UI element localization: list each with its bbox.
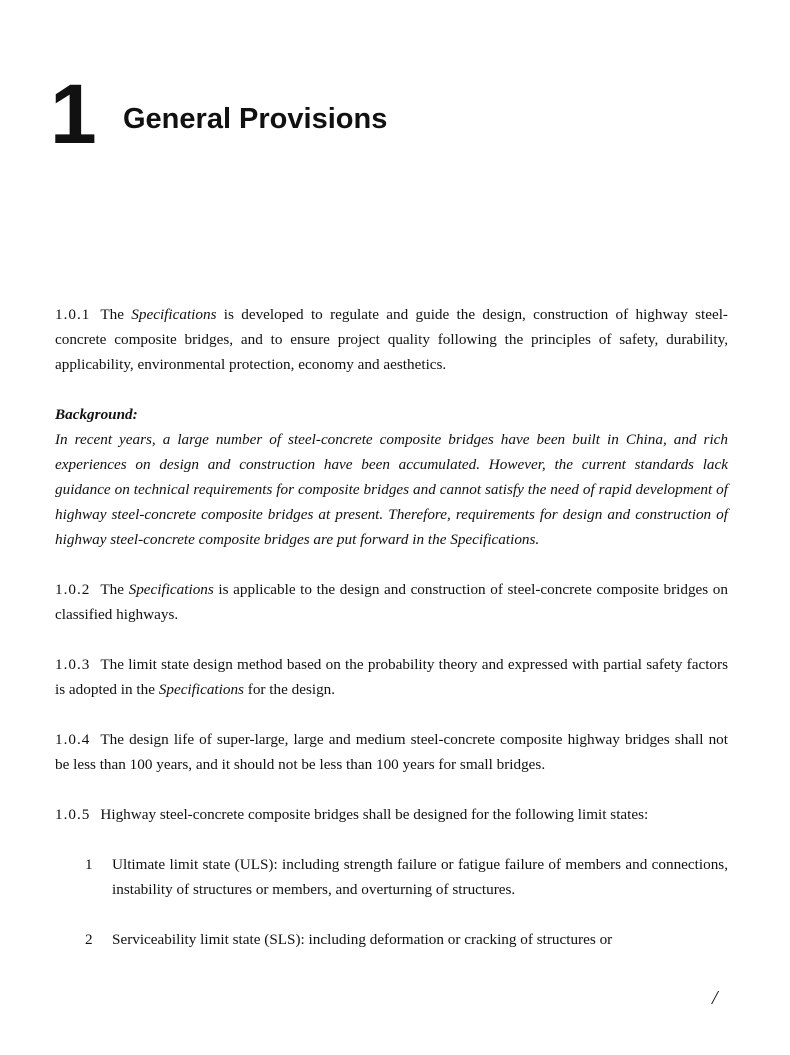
list-item-number: 2 bbox=[85, 931, 93, 948]
list-item bbox=[55, 927, 728, 952]
clause-number: 1.0.3 bbox=[55, 656, 91, 673]
list-item-text: Ultimate limit state (ULS): including strength failure or fatigue failure of members and connections, instability of structures or members, and overturning of structures. bbox=[112, 856, 728, 898]
chapter-title: General Provisions bbox=[123, 103, 388, 135]
background-note bbox=[55, 402, 728, 552]
specifications-term: Specifications bbox=[131, 306, 217, 323]
clause-text: The bbox=[100, 581, 129, 598]
clause-number: 1.0.2 bbox=[55, 581, 91, 598]
clause-1-0-3 bbox=[55, 652, 728, 702]
clause-text: The design life of super-large, large and medium steel-concrete composite highway bridges shall not be less than 100 years, and it should not be less than 100 years for small bridges. bbox=[55, 731, 728, 773]
clause-text: Highway steel-concrete composite bridges shall be designed for the following limit states: bbox=[100, 806, 649, 823]
clause-1-0-4 bbox=[55, 727, 728, 777]
list-item bbox=[55, 852, 728, 902]
clause-text: is applicable to the design and construction of steel-concrete composite bridges on classified highways. bbox=[55, 581, 728, 623]
clause-1-0-2 bbox=[55, 577, 728, 627]
clause-text: The limit state design method based on the probability theory and expressed with partial safety factors is adopted in the bbox=[55, 656, 728, 698]
clause-text: is developed to regulate and guide the design, construction of highway steel-concrete composite bridges, and to ensure project quality following the principles of safety, durability, applicability, environmental protection, economy and aesthetics. bbox=[55, 306, 728, 373]
clause-text: The bbox=[100, 306, 132, 323]
clause-number: 1.0.5 bbox=[55, 806, 91, 823]
specifications-term: Specifications bbox=[158, 681, 244, 698]
background-label: Background: bbox=[55, 406, 138, 423]
clause-1-0-1 bbox=[55, 302, 728, 377]
clause-1-0-5 bbox=[55, 802, 728, 827]
list-item-number: 1 bbox=[85, 856, 93, 873]
document-body bbox=[55, 302, 728, 977]
list-item-text: Serviceability limit state (SLS): including deformation or cracking of structures or bbox=[112, 931, 613, 948]
chapter-number: 1 bbox=[50, 67, 95, 161]
specifications-term: Specifications bbox=[128, 581, 214, 598]
clause-number: 1.0.1 bbox=[55, 306, 91, 323]
background-text: In recent years, a large number of steel-concrete composite bridges have been built in China, and rich experiences on design and construction have been accumulated. However, the current standards lack guidance on technical requirements for composite bridges and cannot satisfy the need of rapid development of highway steel-concrete composite bridges at present. Therefore, requirements for design and construction of highway steel-concrete composite bridges are put forward in the Specifications. bbox=[55, 431, 728, 548]
clause-text: for the design. bbox=[243, 681, 336, 698]
page-mark: / bbox=[712, 987, 718, 1009]
clause-number: 1.0.4 bbox=[55, 731, 91, 748]
